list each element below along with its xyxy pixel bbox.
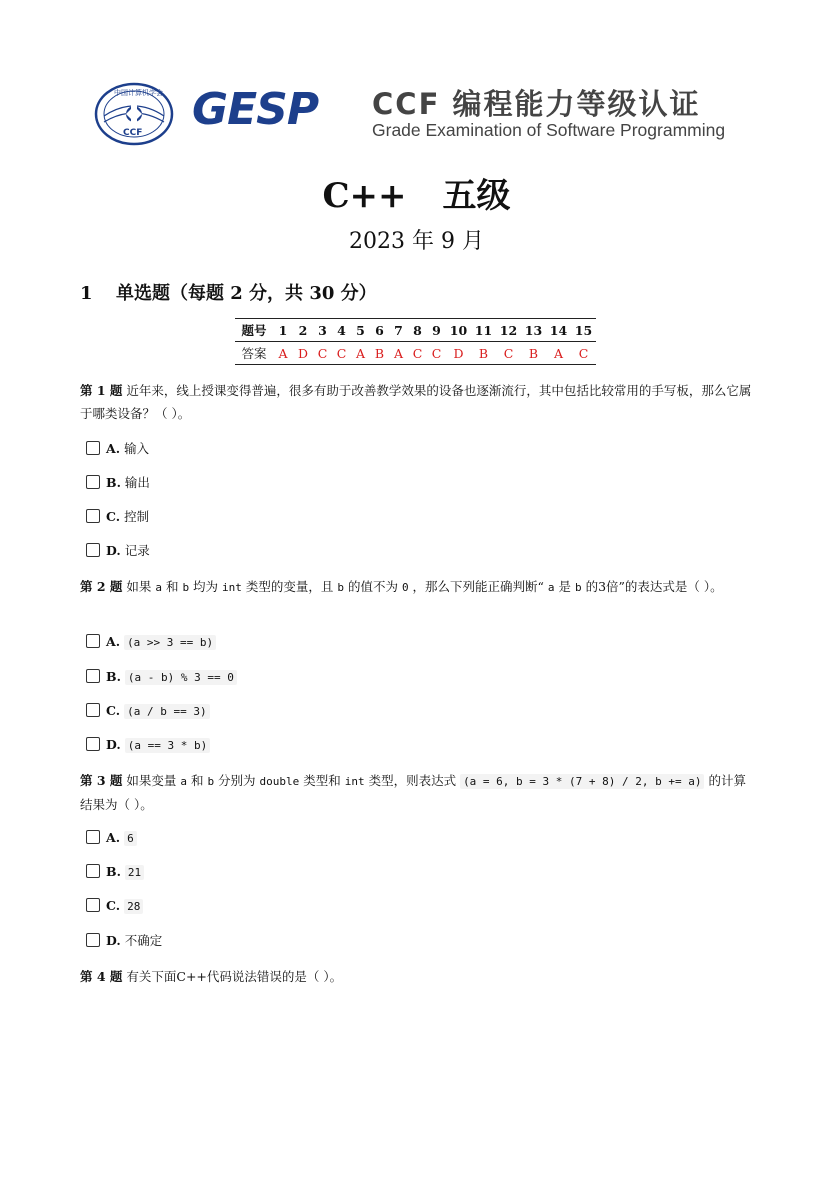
option-letter: C. <box>106 509 121 524</box>
option-text: 输出 <box>124 475 150 490</box>
option-letter: A. <box>106 830 121 845</box>
option-code: 28 <box>124 899 143 914</box>
answer-cell: B <box>521 342 546 365</box>
inline-code: b <box>207 775 215 788</box>
q2-option-b[interactable] <box>86 668 237 686</box>
question-text: ，那么下列能正确判断“ <box>408 579 548 594</box>
answer-cell: B <box>370 342 389 365</box>
exam-date: 2023 年 9 月 <box>349 229 484 254</box>
q3-option-a[interactable] <box>86 829 137 847</box>
checkbox-icon[interactable] <box>86 509 100 523</box>
q-number: 12 <box>496 319 521 342</box>
q-number: 10 <box>446 319 471 342</box>
q-number: 7 <box>389 319 408 342</box>
exam-language: C++ <box>322 176 407 216</box>
question-text: 的3倍”的表达式是（ ）。 <box>581 579 723 594</box>
inline-code: a <box>180 775 187 788</box>
answer-cell: C <box>408 342 427 365</box>
option-letter: D. <box>106 737 121 752</box>
checkbox-icon[interactable] <box>86 830 100 844</box>
inline-code: a <box>155 581 162 594</box>
checkbox-icon[interactable] <box>86 703 100 717</box>
q-number: 5 <box>351 319 370 342</box>
option-letter: D. <box>106 933 121 948</box>
checkbox-icon[interactable] <box>86 669 100 683</box>
q3-option-d[interactable] <box>86 932 162 950</box>
q-number: 6 <box>370 319 389 342</box>
answer-cell: C <box>496 342 521 365</box>
question-text: 有关下面C++代码说法错误的是（ ）。 <box>126 969 343 984</box>
answer-cell: C <box>332 342 351 365</box>
question-label: 第 4 题 <box>80 969 123 984</box>
q2-option-a[interactable] <box>86 633 216 651</box>
question-label: 第 2 题 <box>80 579 123 594</box>
question-text: 的计算结果为（ ）。 <box>80 773 746 812</box>
exam-title <box>0 168 833 217</box>
question-1 <box>80 379 752 425</box>
q1-option-c[interactable] <box>86 508 149 526</box>
option-code: (a == 3 * b) <box>125 738 210 753</box>
q3-option-b[interactable] <box>86 863 144 881</box>
inline-code: int <box>222 581 242 594</box>
checkbox-icon[interactable] <box>86 543 100 557</box>
section-number: 1 <box>80 283 93 304</box>
q2-option-c[interactable] <box>86 702 210 720</box>
option-text: 输入 <box>124 441 150 456</box>
inline-code: double <box>259 775 300 788</box>
answer-cell: A <box>546 342 571 365</box>
q-number: 8 <box>408 319 427 342</box>
question-text: 和 <box>162 579 183 594</box>
option-letter: C. <box>106 703 121 718</box>
question-text: 分别为 <box>214 773 260 788</box>
section-heading <box>80 279 377 305</box>
section-title: 单选题（每题 2 分，共 30 分） <box>116 283 377 304</box>
option-letter: A. <box>106 441 121 456</box>
option-code: (a - b) % 3 == 0 <box>125 670 237 685</box>
q-number: 9 <box>427 319 446 342</box>
checkbox-icon[interactable] <box>86 634 100 648</box>
answer-table-number-row <box>235 319 596 342</box>
q-number: 14 <box>546 319 571 342</box>
question-text: 类型和 <box>299 773 345 788</box>
checkbox-icon[interactable] <box>86 864 100 878</box>
q-number: 15 <box>571 319 596 342</box>
option-letter: B. <box>106 864 121 879</box>
option-letter: D. <box>106 543 121 558</box>
checkbox-icon[interactable] <box>86 475 100 489</box>
q-number: 3 <box>313 319 332 342</box>
option-code: 6 <box>124 831 137 846</box>
option-text: 控制 <box>124 509 150 524</box>
q-number: 1 <box>273 319 293 342</box>
answer-cell: C <box>571 342 596 365</box>
option-text: 不确定 <box>124 933 163 948</box>
question-3 <box>80 769 752 816</box>
q2-option-d[interactable] <box>86 736 210 754</box>
inline-code: 0 <box>401 581 409 594</box>
row-label-answer: 答案 <box>235 342 273 365</box>
inline-code: b <box>574 581 582 594</box>
answer-cell: A <box>389 342 408 365</box>
option-letter: C. <box>106 898 121 913</box>
answer-table-answer-row <box>235 342 596 365</box>
question-2 <box>80 575 752 599</box>
question-text: 类型的变量，且 <box>241 579 338 594</box>
row-label-question: 题号 <box>235 319 273 342</box>
answer-cell: A <box>273 342 293 365</box>
header-logo-row <box>92 78 752 150</box>
seal-text-bottom: CCF <box>123 128 143 138</box>
option-letter: B. <box>106 669 121 684</box>
option-code: 21 <box>125 865 144 880</box>
checkbox-icon[interactable] <box>86 898 100 912</box>
question-label: 第 3 题 <box>80 773 123 788</box>
question-text: 的值不为 <box>343 579 402 594</box>
option-letter: A. <box>106 634 121 649</box>
answer-cell: D <box>446 342 471 365</box>
inline-code: b <box>182 581 190 594</box>
q3-option-c[interactable] <box>86 897 143 915</box>
inline-code: int <box>344 775 365 788</box>
inline-code: b <box>337 581 344 594</box>
q1-option-d[interactable] <box>86 542 150 560</box>
checkbox-icon[interactable] <box>86 933 100 947</box>
question-text: 如果变量 <box>126 773 181 788</box>
q1-option-b[interactable] <box>86 474 150 492</box>
q-number: 13 <box>521 319 546 342</box>
question-text: 类型，则表达式 <box>364 773 461 788</box>
option-code: (a / b == 3) <box>124 704 209 719</box>
brand-title: CCF 编程能力等级认证 <box>372 87 701 121</box>
question-label: 第 1 题 <box>80 383 123 398</box>
answer-table <box>235 318 596 365</box>
option-letter: B. <box>106 475 121 490</box>
q-number: 4 <box>332 319 351 342</box>
question-text: 是 <box>554 579 575 594</box>
option-text: 记录 <box>124 543 150 558</box>
inline-code: (a = 6, b = 3 * (7 + 8) / 2, b += a) <box>460 774 704 789</box>
answer-cell: A <box>351 342 370 365</box>
checkbox-icon[interactable] <box>86 441 100 455</box>
q-number: 11 <box>471 319 496 342</box>
question-4 <box>80 965 752 988</box>
question-text: 和 <box>187 773 208 788</box>
option-code: (a >> 3 == b) <box>124 635 216 650</box>
inline-code: a <box>547 581 555 594</box>
question-text: 如果 <box>126 579 156 594</box>
q-number: 2 <box>293 319 313 342</box>
checkbox-icon[interactable] <box>86 737 100 751</box>
q1-option-a[interactable] <box>86 440 149 458</box>
question-text: 近年来，线上授课变得普遍，很多有助于改善教学效果的设备也逐渐流行，其中包括比较常用的手写板，那么它属于哪类设备？（ ）。 <box>80 383 752 421</box>
gesp-logo: GESP <box>192 84 319 135</box>
answer-cell: C <box>427 342 446 365</box>
question-text: 均为 <box>189 579 223 594</box>
brand-subtitle: Grade Examination of Software Programming <box>372 120 726 140</box>
exam-level: 五级 <box>442 176 511 216</box>
answer-cell: D <box>293 342 313 365</box>
seal-text-top: 中国计算机学会 <box>114 89 163 97</box>
answer-cell: B <box>471 342 496 365</box>
answer-cell: C <box>313 342 332 365</box>
